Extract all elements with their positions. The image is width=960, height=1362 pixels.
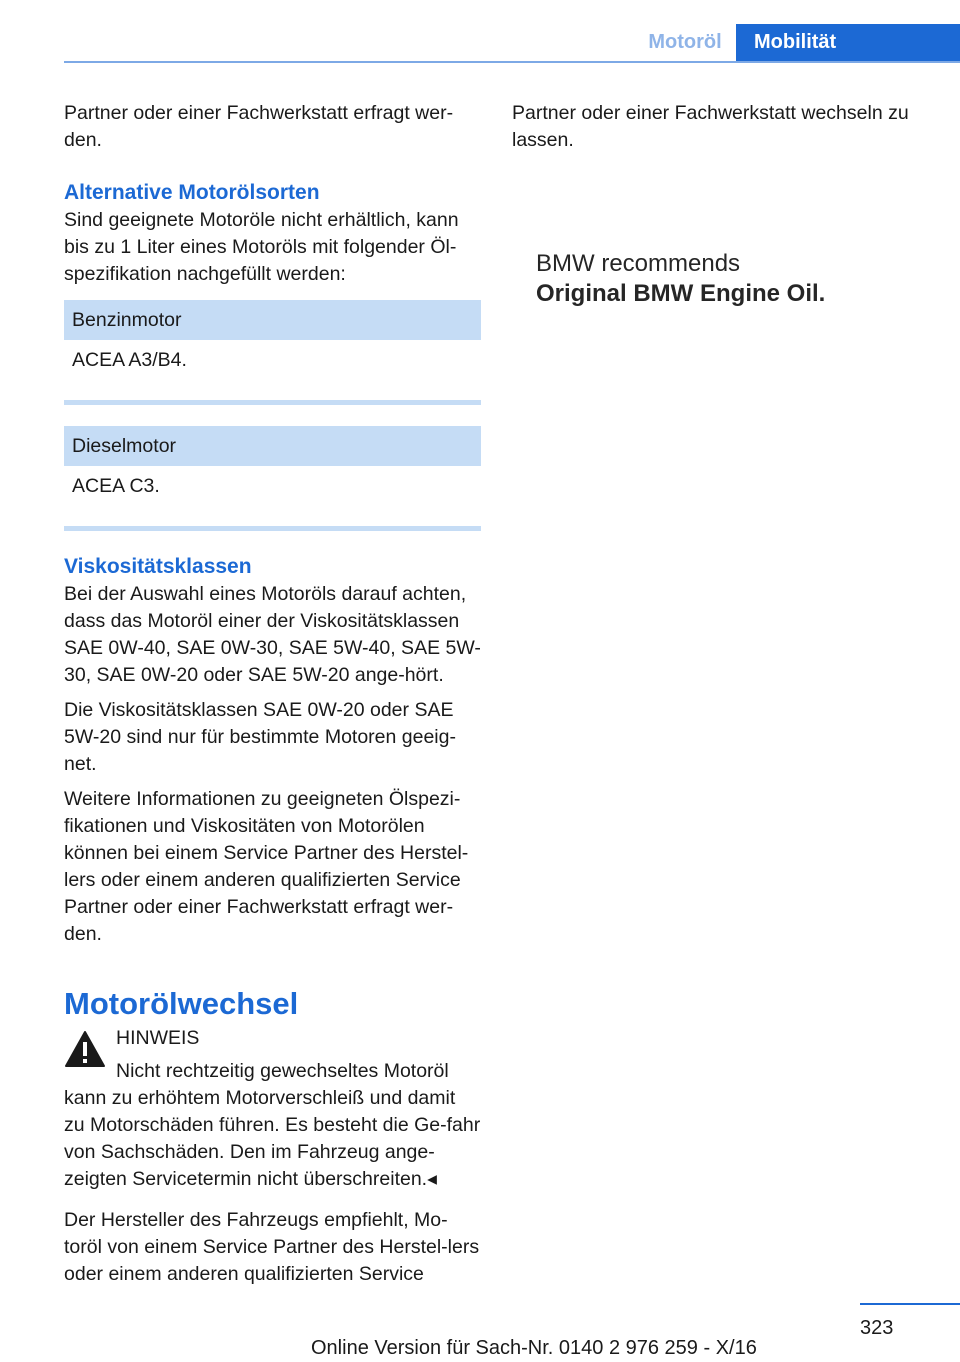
notice-text: kann zu erhöhtem Motorverschleiß und damit zu Motorschäden führen. Es besteht die Ge-fahr von Sachschäden. Den im Fahrzeug ange-zeigten Servicetermin nicht überschreiten.◂ xyxy=(64,1087,481,1190)
spec-table-header: Benzinmotor xyxy=(64,300,481,340)
viscosity-paragraph-2: Die Viskositätsklassen SAE 0W-20 oder SAE 5W-20 sind nur für bestimmte Motoren geeig-net. xyxy=(64,699,456,775)
online-version-note: Online Version für Sach-Nr. 0140 2 976 259 - X/16 xyxy=(311,1337,757,1359)
tab-motoroel[interactable]: Motoröl xyxy=(648,31,722,53)
viscosity-paragraph-3: Weitere Informationen zu geeigneten Ölspezi-fikationen und Viskositäten von Motorölen können bei einem Service Partner des Herstel-lers oder einem anderen qualifizierten Service Partner oder einer Fachwerkstatt erfragt wer-den. xyxy=(64,788,469,945)
viscosity-paragraph-1: Bei der Auswahl eines Motoröls darauf achten, dass das Motoröl einer der Viskositätsklassen SAE 0W-40, SAE 0W-30, SAE 5W-40, SAE 5W-30, SAE 0W-20 oder SAE 5W-20 ange-hört. xyxy=(64,583,481,686)
recommendation-paragraph: Der Hersteller des Fahrzeugs empfiehlt, Mo-toröl von einem Service Partner des Herstel-lers oder einem anderen qualifizierten Service xyxy=(64,1209,480,1285)
page-number: 323 xyxy=(860,1317,894,1339)
heading-alternative-oils: Alternative Motorölsorten xyxy=(64,181,320,204)
heading-viscosity: Viskositätsklassen xyxy=(64,555,252,578)
bmw-oil-logo xyxy=(512,249,932,309)
right-column xyxy=(512,100,932,309)
logo-line-2: Original BMW Engine Oil. xyxy=(536,280,826,307)
logo-line-1: BMW recommends xyxy=(536,250,741,277)
notice-label: HINWEIS xyxy=(116,1027,200,1049)
notice-block xyxy=(64,1024,481,1193)
alt-oils-paragraph: Sind geeignete Motoröle nicht erhältlich, kann bis zu 1 Liter eines Motoröls mit folgender Öl-spezifikation nachgefüllt werden: xyxy=(64,209,459,285)
left-column xyxy=(64,100,481,1288)
heading-oil-change: Motorölwechsel xyxy=(64,986,299,1021)
spec-table-diesel xyxy=(64,426,481,531)
spec-table-value: ACEA C3. xyxy=(72,475,160,497)
spec-table-value: ACEA A3/B4. xyxy=(72,349,187,371)
notice-text-start: Nicht rechtzeitig gewechseltes Motoröl xyxy=(116,1060,449,1082)
intro-paragraph: Partner oder einer Fachwerkstatt erfragt wer-den. xyxy=(64,102,454,151)
footer-rule xyxy=(860,1303,960,1305)
tab-mobilitaet[interactable]: Mobilität xyxy=(736,24,960,61)
warning-triangle-icon xyxy=(64,1030,106,1068)
spec-table-petrol xyxy=(64,300,481,405)
header-rule xyxy=(64,61,960,63)
continuation-paragraph: Partner oder einer Fachwerkstatt wechseln zu lassen. xyxy=(512,102,909,151)
spec-table-header: Dieselmotor xyxy=(64,426,481,466)
